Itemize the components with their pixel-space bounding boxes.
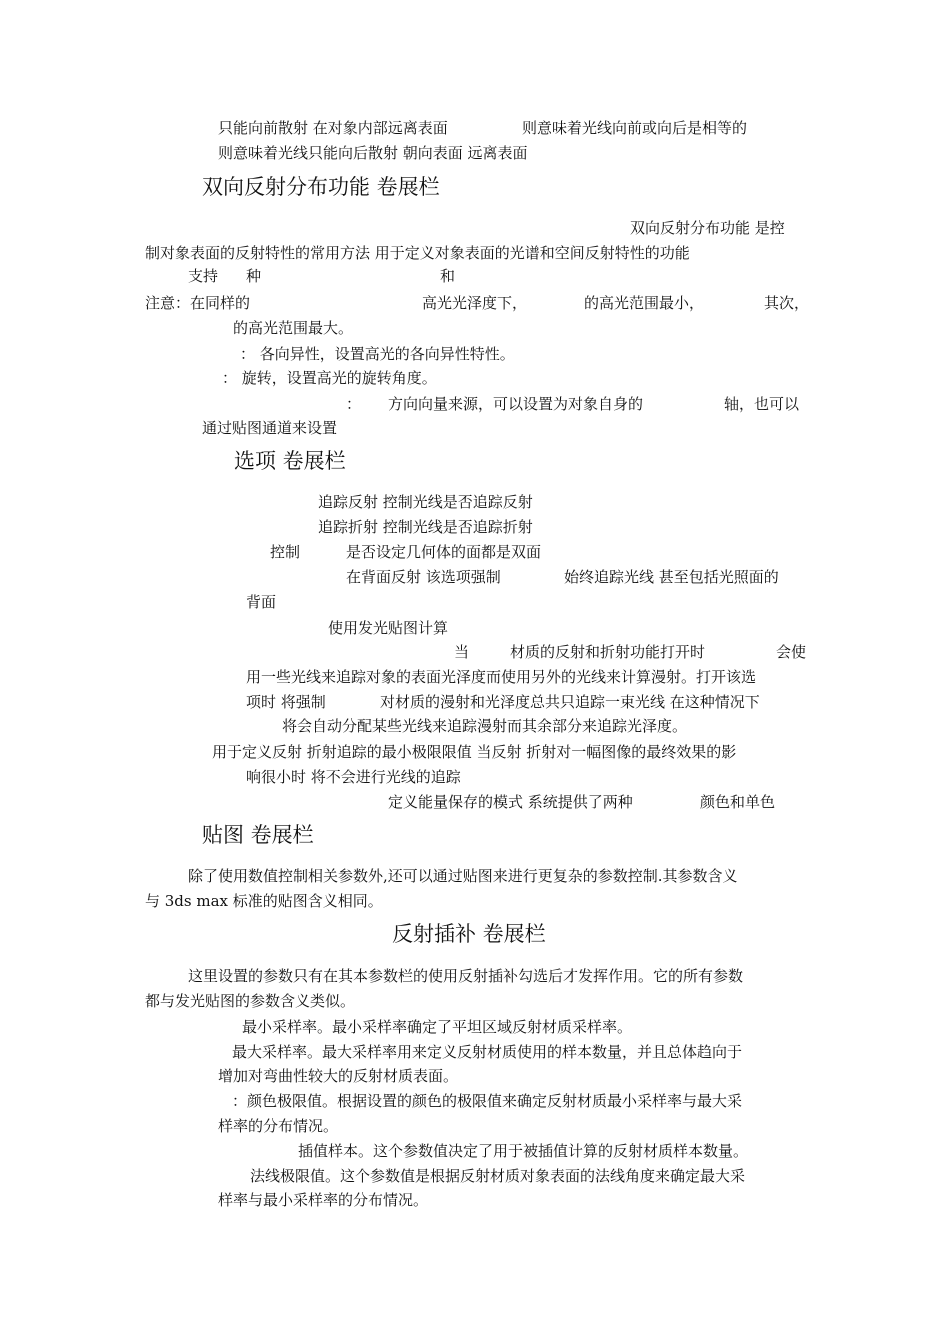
interp-color-threshold-line2: 样率的分布情况。 — [218, 1117, 339, 1135]
interp-normal-threshold-line2: 样率与最小采样率的分布情况。 — [218, 1191, 429, 1209]
brdf-support-b: 种 — [246, 267, 262, 285]
options-glossy-map: 使用发光贴图计算 — [328, 619, 449, 637]
scatter-line-1b: 则意味着光线向前或向后是相等的 — [522, 119, 748, 137]
brdf-note-d: 其次， — [764, 294, 810, 312]
interp-min-rate: 最小采样率。最小采样率确定了平坦区域反射材质采样率。 — [242, 1018, 633, 1036]
options-cutoff-line2: 响很小时 将不会进行光线的追踪 — [246, 768, 461, 786]
maps-paragraph-line1: 除了使用数值控制相关参数外,还可以通过贴图来进行更复杂的参数控制.其参数含义 — [188, 867, 738, 885]
brdf-support-c: 和 — [440, 267, 456, 285]
brdf-paragraph-tail: 双向反射分布功能 是控 — [630, 219, 785, 237]
brdf-orient-c: 轴，也可以 — [724, 395, 800, 413]
brdf-note-b: 高光光泽度下， — [422, 294, 528, 312]
brdf-paragraph-line2: 制对象表面的反射特性的常用方法 用于定义对象表面的光谱和空间反射特性的功能 — [145, 244, 690, 262]
interp-max-rate-line1: 最大采样率。最大采样率用来定义反射材质使用的样本数量，并且总体趋向于 — [232, 1043, 743, 1061]
brdf-orient-a: ： — [346, 395, 362, 413]
brdf-support-a: 支持 — [188, 267, 219, 285]
options-heading: 选项 卷展栏 — [234, 449, 346, 473]
options-when-a: 当 — [454, 643, 470, 661]
interp-paragraph-line1: 这里设置的参数只有在其本参数栏的使用反射插补勾选后才发挥作用。它的所有参数 — [188, 967, 744, 985]
interp-heading: 反射插补 卷展栏 — [392, 922, 546, 946]
options-trace-refract: 追踪折射 控制光线是否追踪折射 — [318, 518, 533, 536]
brdf-note-line2: 的高光范围最大。 — [233, 319, 354, 337]
options-two-sided-b: 是否设定几何体的面都是双面 — [346, 543, 542, 561]
options-cutoff-line1: 用于定义反射 折射追踪的最小极限限值 当反射 折射对一幅图像的最终效果的影 — [212, 743, 737, 761]
brdf-note-a: 注意：在同样的 — [145, 294, 251, 312]
brdf-anisotropy: ： 各向异性，设置高光的各向异性特性。 — [240, 345, 515, 363]
brdf-note-c: 的高光范围最小， — [584, 294, 705, 312]
maps-heading: 贴图 卷展栏 — [202, 823, 314, 847]
maps-paragraph-line2: 与 3ds max 标准的贴图含义相同。 — [145, 892, 383, 910]
options-back-b: 始终追踪光线 甚至包括光照面的 — [564, 568, 779, 586]
options-glossy-line3a: 项时 将强制 — [246, 693, 326, 711]
options-back-a: 在背面反射 该选项强制 — [346, 568, 501, 586]
interp-normal-threshold-line1: 法线极限值。这个参数值是根据反射材质对象表面的法线角度来确定最大采 — [250, 1167, 746, 1185]
interp-max-rate-line2: 增加对弯曲性较大的反射材质表面。 — [218, 1067, 459, 1085]
options-energy-a: 定义能量保存的模式 系统提供了两种 — [388, 793, 633, 811]
scatter-line-1a: 只能向前散射 在对象内部远离表面 — [218, 119, 448, 137]
scatter-line-2: 则意味着光线只能向后散射 朝向表面 远离表面 — [218, 144, 528, 162]
options-glossy-line4: 将会自动分配某些光线来追踪漫射而其余部分来追踪光泽度。 — [282, 717, 688, 735]
options-glossy-line3b: 对材质的漫射和光泽度总共只追踪一束光线 在这种情况下 — [380, 693, 760, 711]
brdf-rotation: ： 旋转，设置高光的旋转角度。 — [222, 369, 437, 387]
interp-paragraph-line2: 都与发光贴图的参数含义类似。 — [145, 992, 356, 1010]
options-when-c: 会使 — [776, 643, 807, 661]
options-glossy-line2: 用一些光线来追踪对象的表面光泽度而使用另外的光线来计算漫射。打开该选 — [246, 668, 757, 686]
brdf-orient-line2: 通过贴图通道来设置 — [202, 419, 338, 437]
options-energy-b: 颜色和单色 — [700, 793, 776, 811]
options-when-b: 材质的反射和折射功能打开时 — [510, 643, 706, 661]
options-trace-reflect: 追踪反射 控制光线是否追踪反射 — [318, 493, 533, 511]
brdf-heading: 双向反射分布功能 卷展栏 — [202, 175, 440, 199]
brdf-orient-b: 方向向量来源，可以设置为对象自身的 — [388, 395, 644, 413]
interp-color-threshold-line1: ：颜色极限值。根据设置的颜色的极限值来确定反射材质最小采样率与最大采 — [232, 1092, 743, 1110]
options-two-sided-a: 控制 — [270, 543, 301, 561]
options-back-line2: 背面 — [246, 593, 277, 611]
interp-samples: 插值样本。这个参数值决定了用于被插值计算的反射材质样本数量。 — [298, 1142, 749, 1160]
